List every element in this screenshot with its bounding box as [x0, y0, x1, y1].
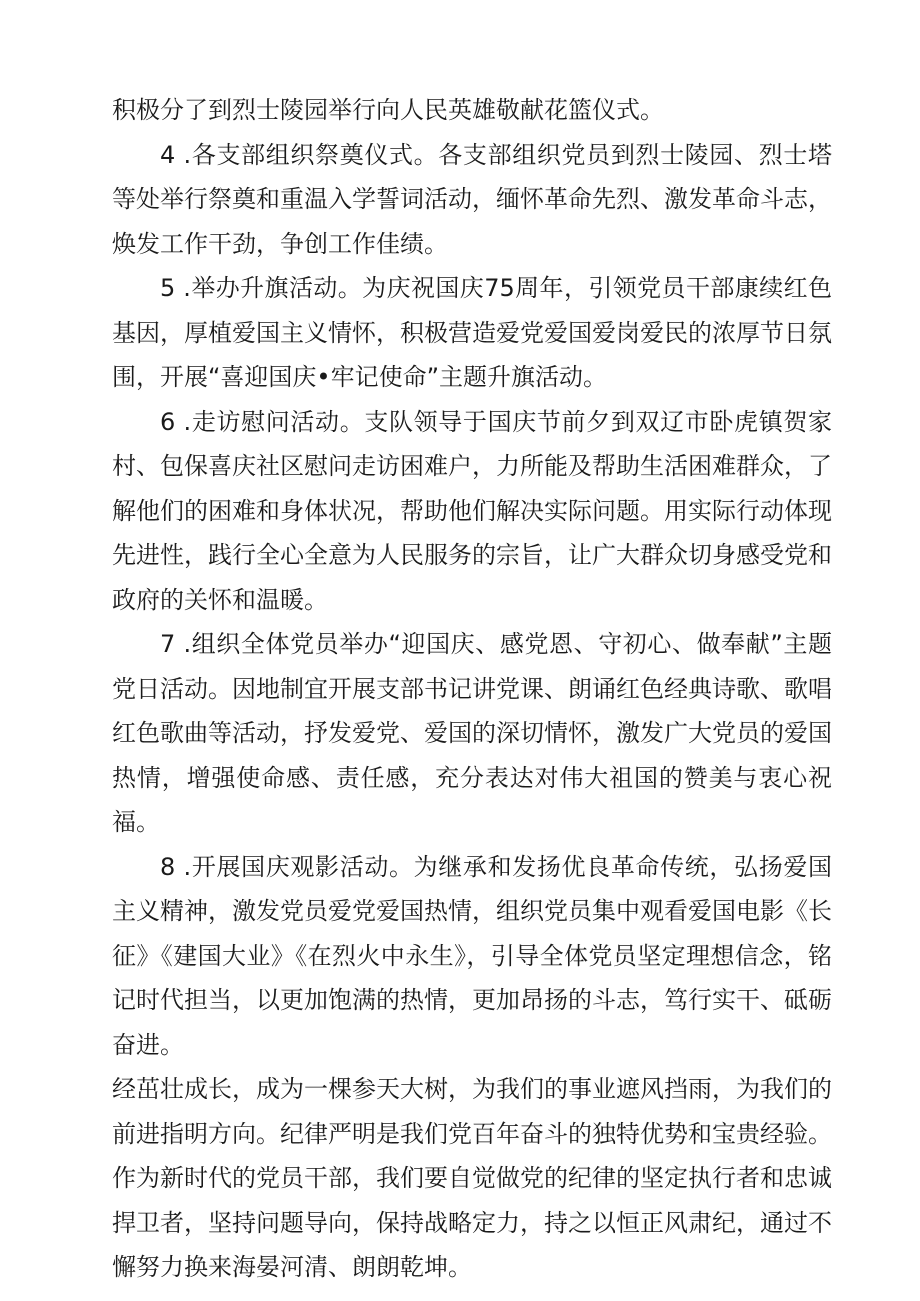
paragraph-1: 积极分了到烈士陵园举行向人民英雄敬献花篮仪式。 [112, 96, 664, 124]
paragraph-5: 7 .组织全体党员举办“迎国庆、感党恩、守初心、做奉献”主题党日活动。因地制宜开展支部书记讲党课、朗诵红色经典诗歌、歌唱红色歌曲等活动，抒发爱党、爱国的深切情怀，激发广大党员的爱国热情，增强使命感、责任感，充分表达对伟大祖国的赞美与衷心祝福。 [112, 630, 832, 836]
paragraph-4: 6 .走访慰问活动。支队领导于国庆节前夕到双辽市卧虎镇贺家村、包保喜庆社区慰问走访困难户，力所能及帮助生活困难群众，了解他们的困难和身体状况，帮助他们解决实际问题。用实际行动体现先进性，践行全心全意为人民服务的宗旨，让广大群众切身感受党和政府的关怀和温暖。 [112, 407, 832, 614]
paragraph-7: 经茁壮成长，成为一棵参天大树，为我们的事业遮风挡雨，为我们的前进指明方向。纪律严明是我们党百年奋斗的独特优势和宝贵经验。作为新时代的党员干部，我们要自觉做党的纪律的坚定执行者和忠诚捍卫者，坚持问题导向，保持战略定力，持之以恒正风肃纪，通过不懈努力换来海晏河清、朗朗乾坤。 [112, 1075, 832, 1281]
paragraph-2: 4 .各支部组织祭奠仪式。各支部组织党员到烈士陵园、烈士塔等处举行祭奠和重温入学誓词活动，缅怀革命先烈、激发革命斗志，焕发工作干劲，争创工作佳绩。 [112, 140, 832, 258]
paragraph-6: 8 .开展国庆观影活动。为继承和发扬优良革命传统，弘扬爱国主义精神，激发党员爱党爱国热情，组织党员集中观看爱国电影《长征》《建国大业》《在烈火中永生》，引导全体党员坚定理想信念，铭记时代担当，以更加饱满的热情，更加昂扬的斗志，笃行实干、砥砺奋进。 [112, 852, 832, 1059]
paragraph-3: 5 .举办升旗活动。为庆祝国庆75周年，引领党员干部康续红色基因，厚植爱国主义情怀，积极营造爱党爱国爱岗爱民的浓厚节日氛围，开展“喜迎国庆•牢记使命”主题升旗活动。 [112, 274, 832, 391]
